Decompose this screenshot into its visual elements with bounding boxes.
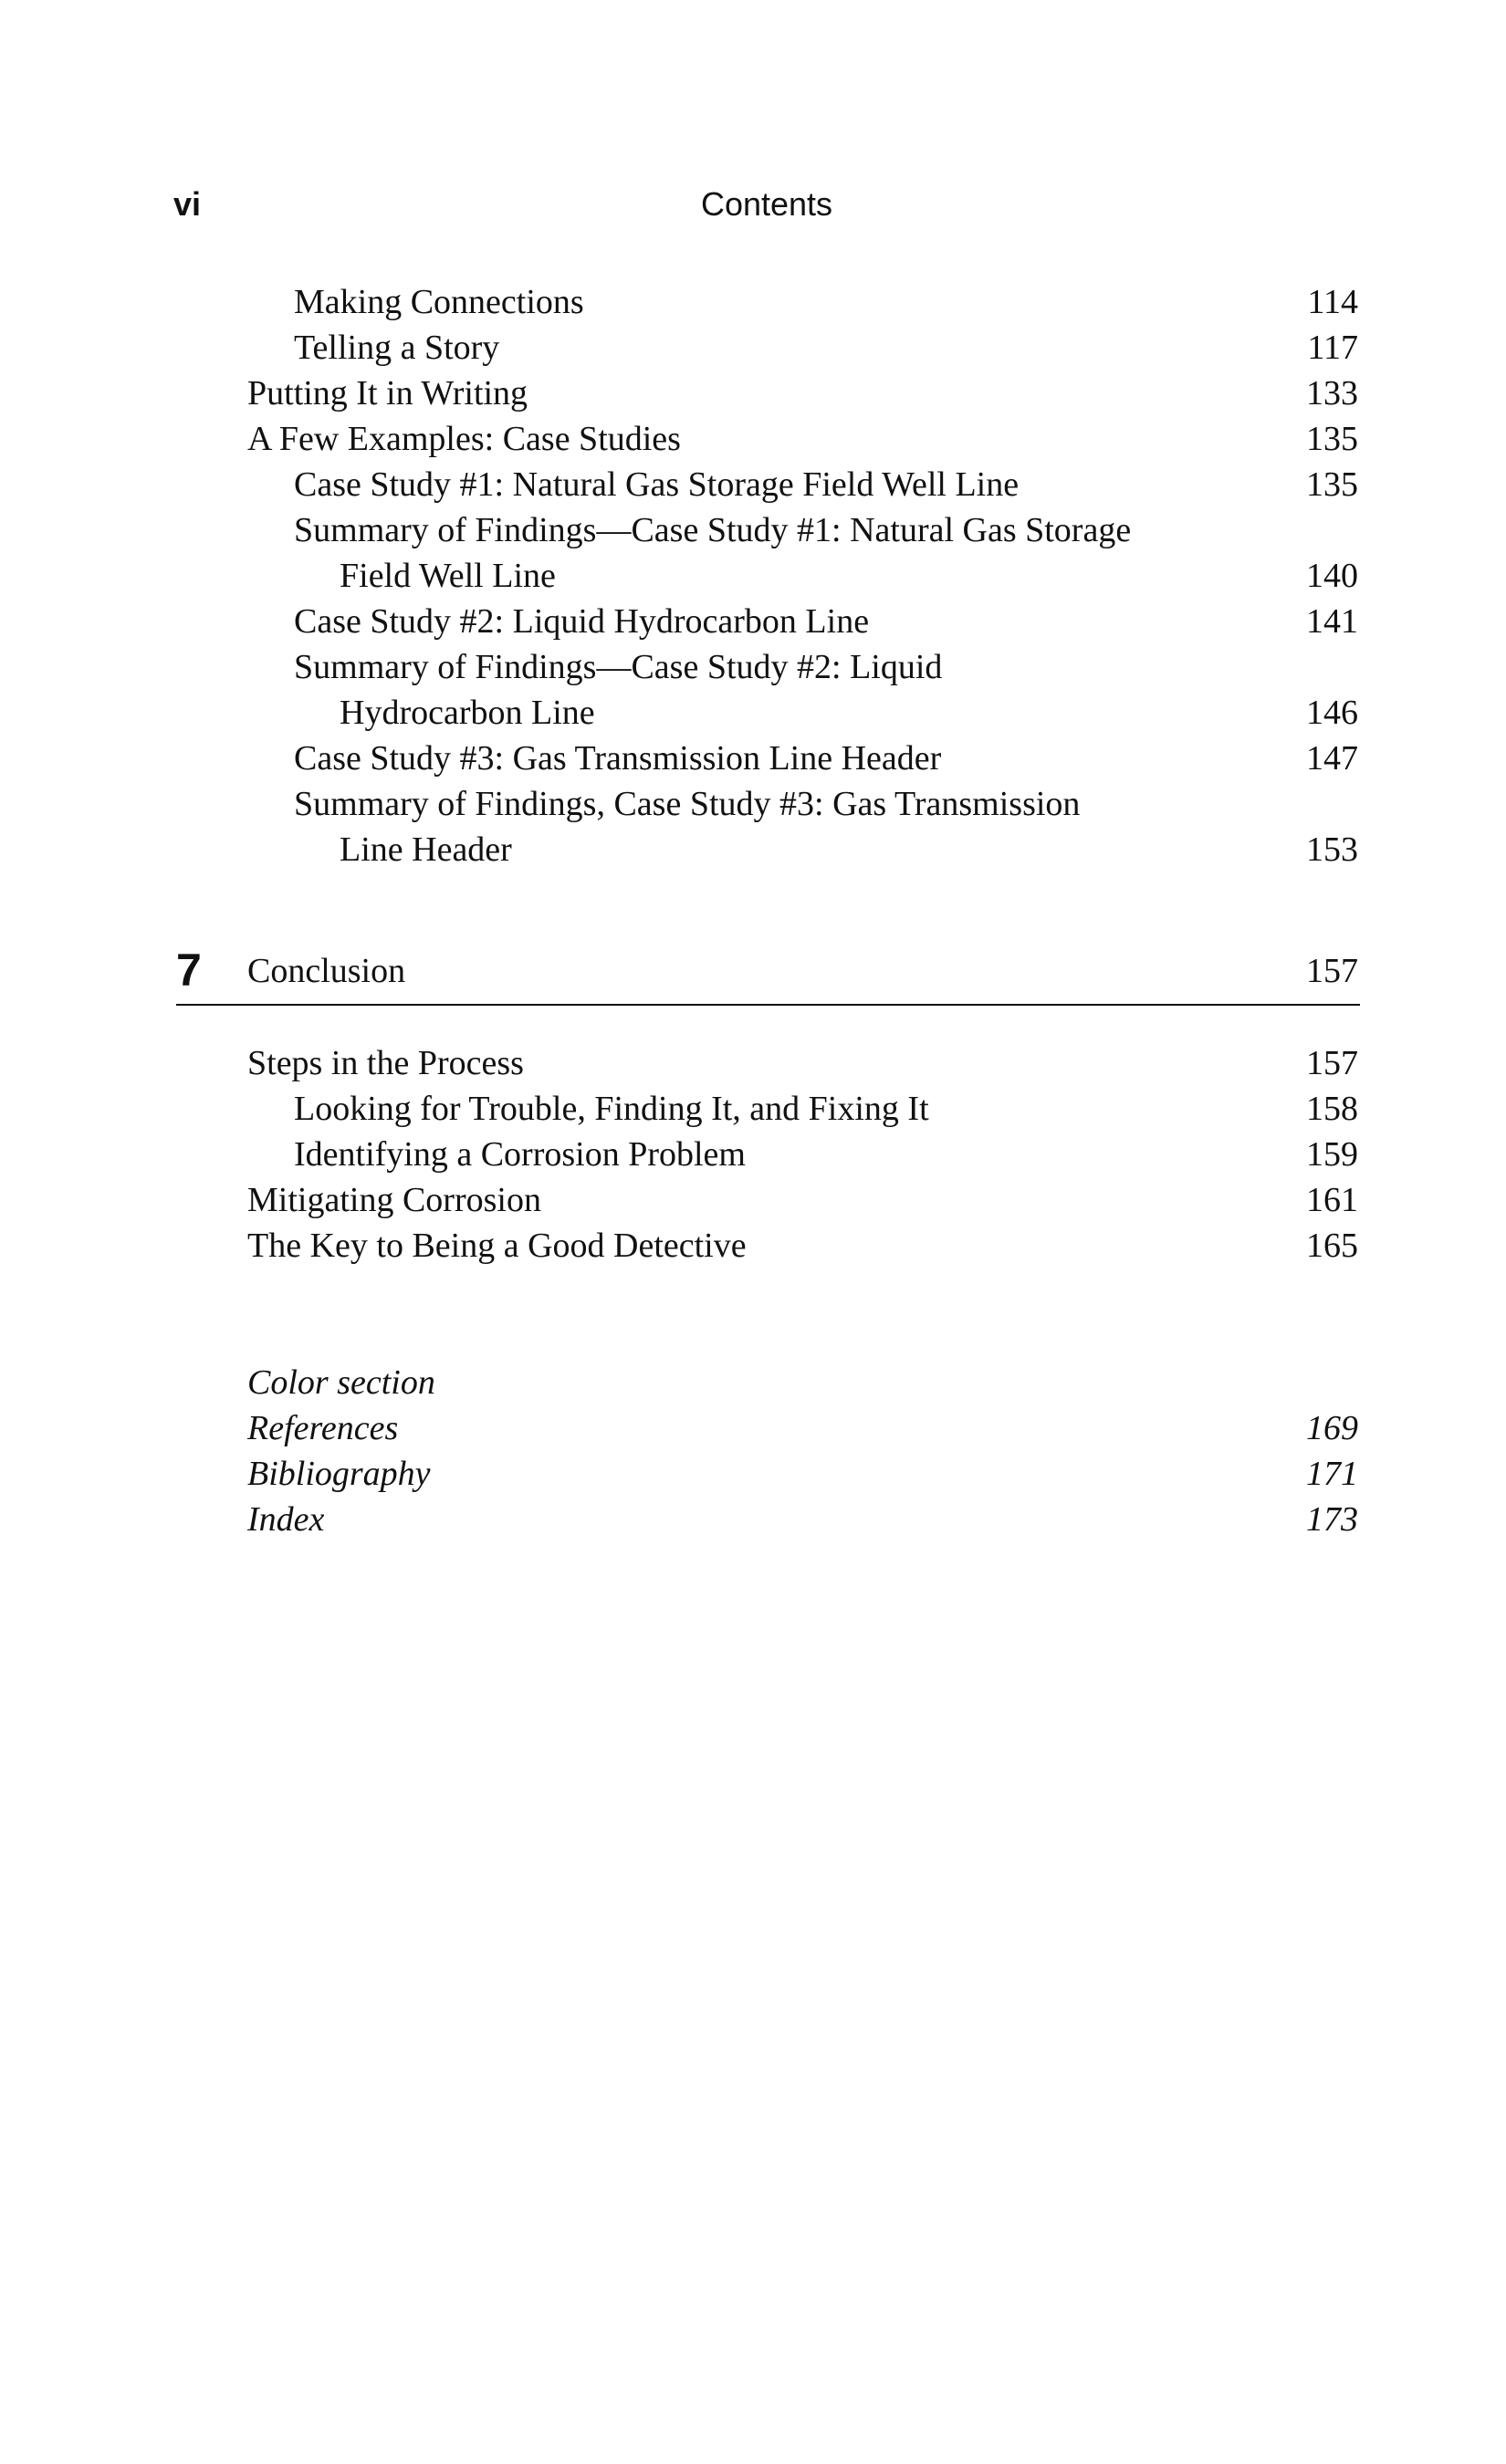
toc-entry-line — [0, 1086, 1506, 1132]
toc-entry-title: Making Connections — [294, 283, 584, 321]
toc-entry-line — [0, 507, 1506, 553]
toc-entry — [0, 599, 1506, 644]
toc-entry-line — [0, 1405, 1506, 1451]
toc-entry-line — [0, 325, 1506, 371]
toc-entry-title: Line Header — [340, 830, 512, 869]
toc-entry — [0, 507, 1506, 599]
toc-entry — [0, 462, 1506, 507]
toc-entry — [0, 781, 1506, 872]
toc-entry-title: Case Study #2: Liquid Hydrocarbon Line — [294, 602, 870, 641]
toc-entry-title: The Key to Being a Good Detective — [247, 1227, 747, 1265]
toc-entry-title: Case Study #3: Gas Transmission Line Header — [294, 739, 942, 778]
toc-entry — [0, 644, 1506, 736]
toc-entry-line — [0, 1040, 1506, 1086]
page-title: Contents — [700, 185, 833, 223]
toc-entry-title: Identifying a Corrosion Problem — [294, 1135, 746, 1174]
chapter-page-number: 157 — [1306, 952, 1358, 990]
chapter-title: Conclusion — [247, 952, 406, 990]
toc-entry-line — [0, 736, 1506, 781]
toc-entry-page-number: 147 — [1306, 739, 1358, 778]
toc-entry — [0, 1451, 1506, 1497]
toc-entry-page-number: 140 — [1306, 557, 1358, 595]
toc-entry-line — [0, 1360, 1506, 1405]
toc-entry — [0, 279, 1506, 325]
toc-entry-title: Mitigating Corrosion — [247, 1181, 541, 1219]
toc-entry-line — [0, 416, 1506, 462]
toc-entry — [0, 1177, 1506, 1223]
toc-entry-title: Index — [247, 1500, 325, 1539]
toc-entry-page-number: 157 — [1306, 1044, 1358, 1082]
toc-entry-title: Summary of Findings—Case Study #2: Liquid — [294, 648, 943, 686]
toc-entry-title: Putting It in Writing — [247, 374, 528, 412]
toc-entry-line — [0, 279, 1506, 325]
toc-entry-line — [0, 1223, 1506, 1269]
toc-entry-title: A Few Examples: Case Studies — [247, 420, 681, 458]
toc-section-continued — [0, 279, 1506, 872]
toc-entry-page-number: 135 — [1306, 420, 1358, 458]
toc-entry — [0, 1360, 1506, 1405]
toc-entry-page-number: 171 — [1306, 1455, 1358, 1493]
toc-entry — [0, 325, 1506, 371]
toc-entry — [0, 371, 1506, 416]
toc-entry-line — [0, 781, 1506, 827]
toc-entry — [0, 1223, 1506, 1269]
toc-entry-title: Summary of Findings, Case Study #3: Gas Transmission — [294, 785, 1081, 823]
toc-entry-line — [0, 371, 1506, 416]
toc-entry-title: Case Study #1: Natural Gas Storage Field Well Line — [294, 465, 1020, 504]
toc-section-chapter-7 — [0, 1040, 1506, 1269]
toc-entry — [0, 1040, 1506, 1086]
toc-entry-title: References — [247, 1409, 399, 1447]
toc-entry-page-number: 159 — [1306, 1135, 1358, 1174]
toc-entry-page-number: 161 — [1306, 1181, 1358, 1219]
toc-entry-page-number: 146 — [1306, 694, 1358, 732]
toc-entry — [0, 1497, 1506, 1542]
toc-entry-page-number: 117 — [1307, 329, 1358, 367]
toc-entry-page-number: 153 — [1306, 830, 1358, 869]
toc-entry-title: Field Well Line — [340, 557, 556, 595]
toc-entry-line — [0, 599, 1506, 644]
toc-entry-continuation — [0, 690, 1506, 736]
chapter-number: 7 — [176, 945, 202, 996]
toc-entry-title: Color section — [247, 1363, 435, 1402]
running-header — [173, 179, 1360, 230]
toc-entry-continuation — [0, 827, 1506, 872]
toc-entry-page-number: 169 — [1306, 1409, 1358, 1447]
toc-entry-title: Hydrocarbon Line — [340, 694, 595, 732]
toc-entry-page-number: 135 — [1306, 465, 1358, 504]
toc-entry-page-number: 133 — [1306, 374, 1358, 412]
toc-entry-title: Summary of Findings—Case Study #1: Natural Gas Storage — [294, 511, 1132, 549]
toc-entry-title: Bibliography — [247, 1455, 431, 1493]
chapter-heading — [0, 938, 1506, 1002]
toc-entry-line — [0, 462, 1506, 507]
toc-entry — [0, 1086, 1506, 1132]
toc-entry-page-number: 165 — [1306, 1227, 1358, 1265]
toc-entry-line — [0, 1177, 1506, 1223]
toc-back-matter — [0, 1360, 1506, 1542]
toc-entry-line — [0, 1451, 1506, 1497]
toc-entry-page-number: 141 — [1306, 602, 1358, 641]
toc-entry-page-number: 158 — [1306, 1090, 1358, 1128]
page-folio: vi — [173, 185, 202, 223]
toc-entry-continuation — [0, 553, 1506, 599]
toc-entry-page-number: 173 — [1306, 1500, 1358, 1539]
toc-entry-line — [0, 644, 1506, 690]
toc-entry-title: Telling a Story — [294, 329, 500, 367]
toc-entry-title: Steps in the Process — [247, 1044, 524, 1082]
toc-entry-page-number: 114 — [1307, 283, 1358, 321]
toc-entry — [0, 1132, 1506, 1177]
chapter-divider — [176, 1004, 1360, 1006]
toc-entry — [0, 736, 1506, 781]
toc-entry — [0, 1405, 1506, 1451]
toc-entry-title: Looking for Trouble, Finding It, and Fixing It — [294, 1090, 929, 1128]
toc-entry-line — [0, 1497, 1506, 1542]
toc-entry — [0, 416, 1506, 462]
toc-entry-line — [0, 1132, 1506, 1177]
